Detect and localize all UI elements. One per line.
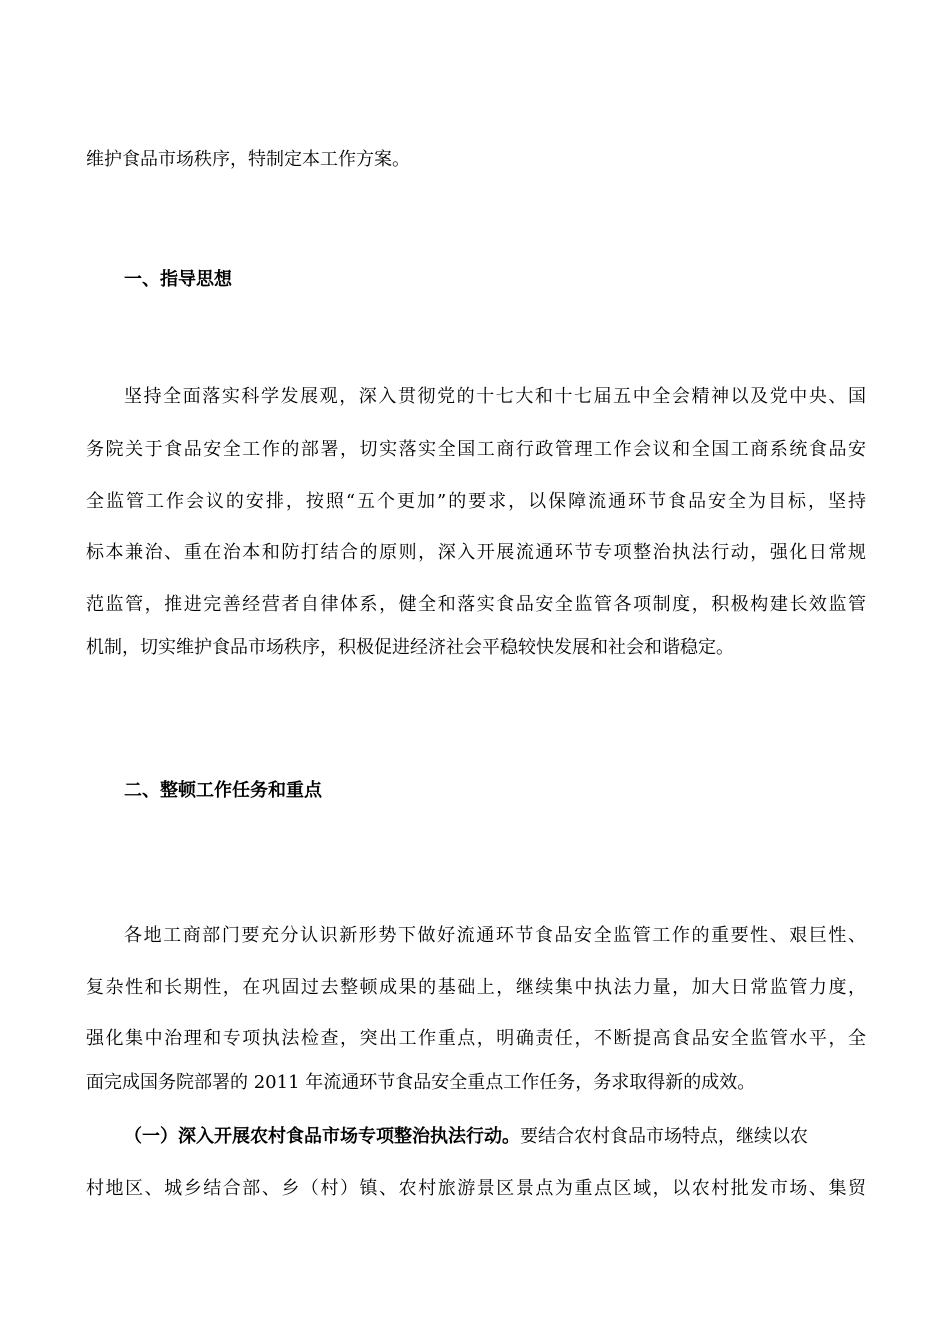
section-heading-tasks: 二、整顿工作任务和重点 xyxy=(124,780,322,801)
item-1-text: 要结合农村食品市场特点，继续以农 xyxy=(520,1126,808,1147)
item-1-line xyxy=(124,1125,866,1149)
item-1-lead: （一）深入开展农村食品市场专项整治执法行动。 xyxy=(124,1126,520,1147)
paragraph-line: 复杂性和长期性，在巩固过去整顿成果的基础上，继续集中执法力量，加大日常监管力度， xyxy=(86,977,866,998)
paragraph-line: 务院关于食品安全工作的部署，切实落实全国工商行政管理工作会议和全国工商系统食品安 xyxy=(86,439,866,460)
paragraph-line: 范监管，推进完善经营者自律体系，健全和落实食品安全监管各项制度，积极构建长效监管 xyxy=(86,594,866,615)
paragraph-line: 各地工商部门要充分认识新形势下做好流通环节食品安全监管工作的重要性、艰巨性、 xyxy=(124,925,866,946)
paragraph-line: 村地区、城乡结合部、乡（村）镇、农村旅游景区景点为重点区域，以农村批发市场、集贸 xyxy=(86,1178,866,1199)
paragraph-line: 标本兼治、重在治本和防打结合的原则，深入开展流通环节专项整治执法行动，强化日常规 xyxy=(86,542,866,563)
paragraph-line: 面完成国务院部署的 2011 年流通环节食品安全重点工作任务，务求取得新的成效。 xyxy=(86,1072,756,1093)
paragraph-line: 机制，切实维护食品市场秩序，积极促进经济社会平稳较快发展和社会和谐稳定。 xyxy=(86,637,734,658)
intro-text: 维护食品市场秩序，特制定本工作方案。 xyxy=(86,149,410,170)
paragraph-line: 坚持全面落实科学发展观，深入贯彻党的十七大和十七届五中全会精神以及党中央、国 xyxy=(124,386,866,407)
section-heading-guiding-ideology: 一、指导思想 xyxy=(124,269,232,290)
paragraph-line: 强化集中治理和专项执法检查，突出工作重点，明确责任，不断提高食品安全监管水平，全 xyxy=(86,1028,866,1049)
paragraph-line: 全监管工作会议的安排，按照“五个更加”的要求，以保障流通环节食品安全为目标，坚持 xyxy=(86,491,866,512)
